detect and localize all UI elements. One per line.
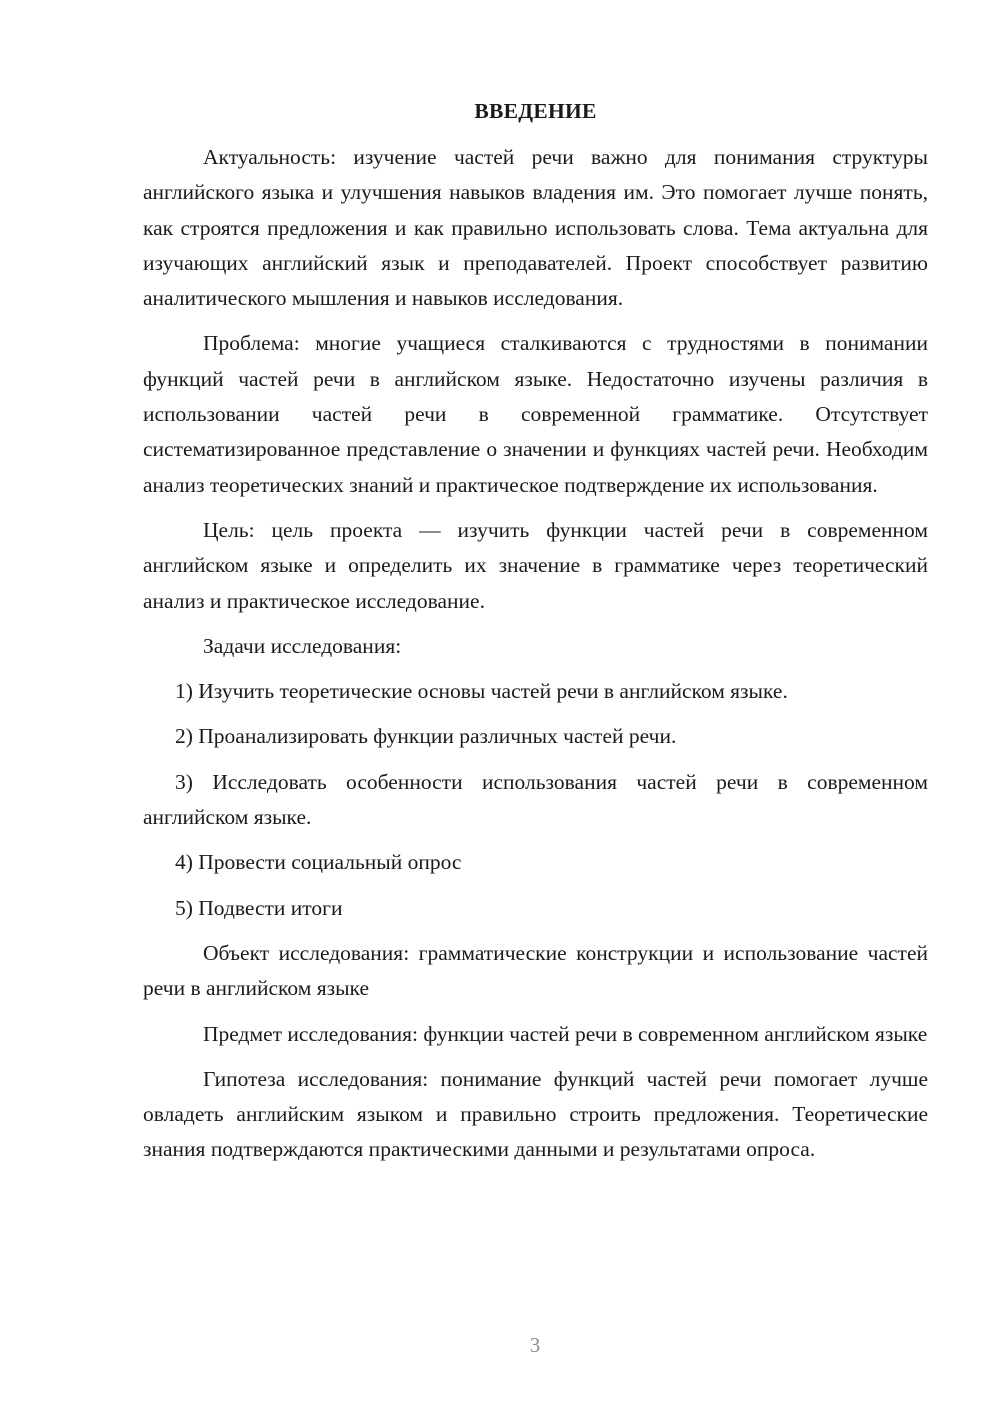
task-item-5: 5) Подвести итоги	[175, 895, 343, 920]
task-item-4: 4) Провести социальный опрос	[175, 850, 462, 875]
task-item-2: 2) Проанализировать функции различных частей речи.	[175, 724, 677, 749]
section-title: ВВЕДЕНИЕ	[474, 99, 597, 123]
paragraph-tasks-heading: Задачи исследования:	[203, 633, 402, 658]
paragraph-object: Объект исследования: грамматические конструкции и использование частей речи в английском языке	[143, 940, 928, 1001]
paragraph-subject: Предмет исследования: функции частей речи в современном английском языке	[203, 1021, 928, 1046]
page-number: 3	[529, 1333, 541, 1357]
task-item-1: 1) Изучить теоретические основы частей речи в английском языке.	[175, 679, 788, 704]
document-page	[143, 96, 928, 1178]
paragraph-goal: Цель: цель проекта — изучить функции частей речи в современном английском языке и определить их значение в грамматике через теоретический анализ и практическое исследование.	[143, 517, 928, 613]
paragraph-relevance: Актуальность: изучение частей речи важно для понимания структуры английского языка и улучшения навыков владения им. Это помогает лучше понять, как строятся предложения и как правильно использовать слова. Тема актуальна для изучающих английский язык и преподавателей. Проект способствует развитию аналитического мышления и навыков исследования.	[143, 145, 928, 311]
task-item-3: 3) Исследовать особенности использования частей речи в современном английском языке.	[143, 769, 928, 830]
paragraph-hypothesis: Гипотеза исследования: понимание функций частей речи помогает лучше овладеть английским языком и правильно строить предложения. Теоретические знания подтверждаются практическими данными и результатами опроса.	[143, 1066, 928, 1162]
paragraph-problem: Проблема: многие учащиеся сталкиваются с трудностями в понимании функций частей речи в английском языке. Недостаточно изучены различия в использовании частей речи в современной грамматике. Отсутствует систематизированное представление о значении и функциях частей речи. Необходим анализ теоретических знаний и практическое подтверждение их использования.	[143, 331, 928, 497]
